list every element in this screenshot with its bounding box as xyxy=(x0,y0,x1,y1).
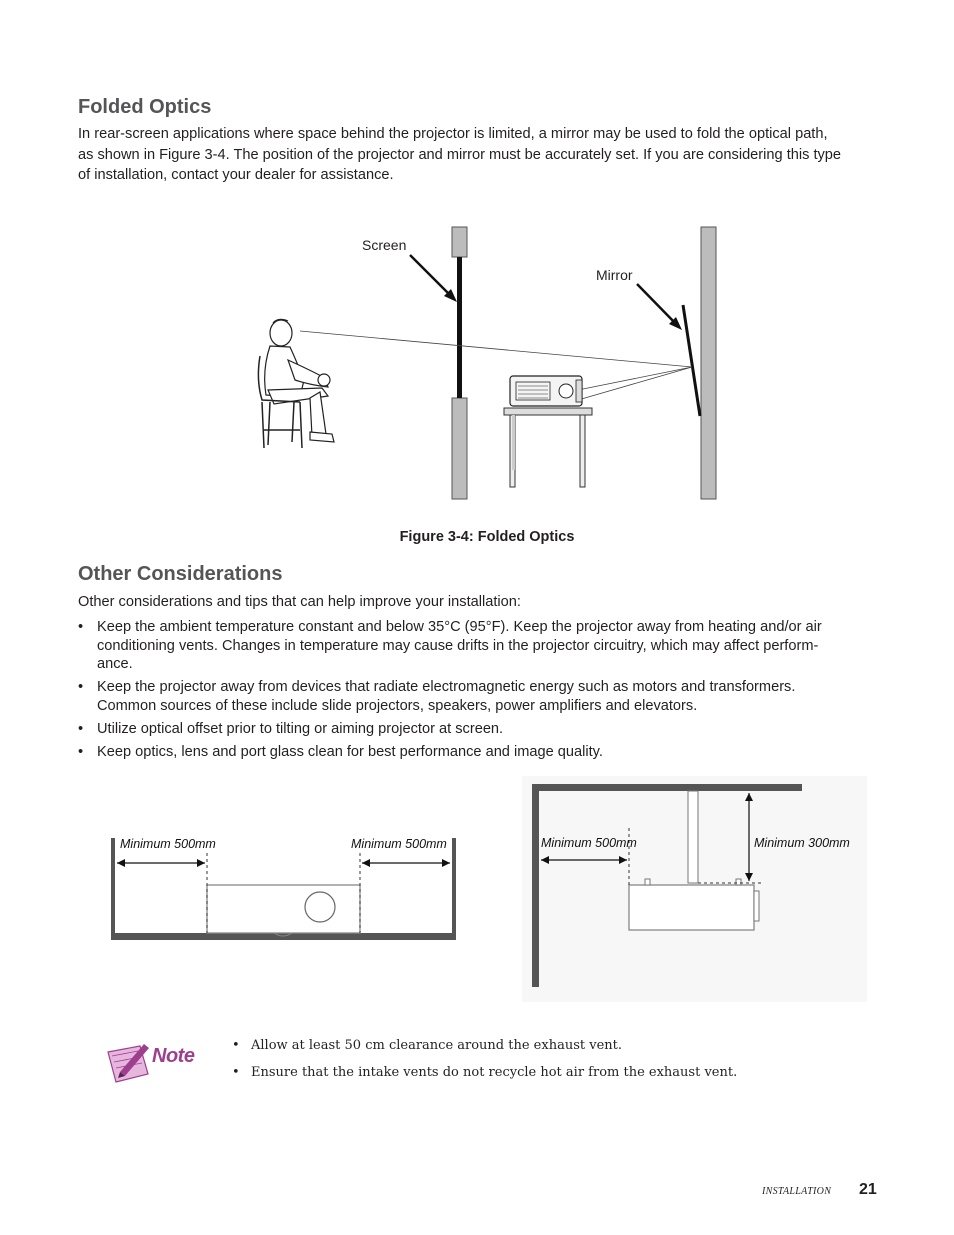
bullet-marker: • xyxy=(232,1038,240,1053)
folded-optics-figure xyxy=(240,220,730,510)
list-item xyxy=(78,743,878,762)
page-number: 21 xyxy=(859,1181,877,1198)
note-label: Note xyxy=(152,1045,195,1067)
list-item xyxy=(78,720,878,739)
folded-optics-paragraph xyxy=(78,124,908,186)
paragraph-line: In rear-screen applications where space behind the projector is limited, a mirror may be used to fold the optical path, xyxy=(78,126,828,142)
list-item-line: conditioning vents. Changes in temperature may cause drifts in the projector circuitry, which may affect perform- xyxy=(97,637,819,654)
paragraph-line: of installation, contact your dealer for assistance. xyxy=(78,167,394,183)
bullet-marker: • xyxy=(78,744,84,761)
list-item xyxy=(78,678,878,715)
ceiling-side-clearance-label: Minimum 500mm xyxy=(541,836,637,850)
bullet-marker: • xyxy=(78,720,84,737)
side-clearance-diagram xyxy=(108,835,460,945)
list-item-line: ance. xyxy=(97,656,133,673)
list-item-line: Keep optics, lens and port glass clean for best performance and image quality. xyxy=(97,744,603,761)
bullet-marker: • xyxy=(232,1065,240,1080)
bullet-marker: • xyxy=(78,619,84,635)
footer-section-name: INSTALLATION xyxy=(762,1186,832,1197)
ceiling-clearance-diagram xyxy=(522,776,867,1002)
note-list xyxy=(232,1036,737,1090)
bullet-marker: • xyxy=(78,679,84,696)
section-heading-folded-optics: Folded Optics xyxy=(78,96,212,118)
list-item-line: Keep the ambient temperature constant and below 35°C (95°F). Keep the projector away from heating and/or air xyxy=(97,619,822,635)
list-item xyxy=(78,618,878,674)
note-pencil-icon xyxy=(104,1038,154,1086)
list-item-line: Utilize optical offset prior to tilting or aiming projector at screen. xyxy=(97,720,504,737)
ceiling-top-clearance-label: Minimum 300mm xyxy=(754,836,850,850)
note-item-text: Allow at least 50 cm clearance around the exhaust vent. xyxy=(251,1038,622,1053)
left-clearance-label: Minimum 500mm xyxy=(120,837,216,851)
paragraph-line: as shown in Figure 3-4. The position of the projector and mirror must be accurately set. If you are considering this type xyxy=(78,146,842,163)
screen-label: Screen xyxy=(362,237,407,253)
mirror-label: Mirror xyxy=(596,267,633,283)
note-item-text: Ensure that the intake vents do not recycle hot air from the exhaust vent. xyxy=(251,1065,738,1080)
figure-caption: Figure 3-4: Folded Optics xyxy=(399,529,575,545)
section-heading-other-considerations: Other Considerations xyxy=(78,563,283,585)
list-item xyxy=(232,1063,737,1083)
list-item-line: Common sources of these include slide projectors, speakers, power amplifiers and elevators. xyxy=(97,697,698,714)
right-clearance-label: Minimum 500mm xyxy=(351,837,447,851)
considerations-intro: Other considerations and tips that can help improve your installation: xyxy=(78,594,521,610)
list-item-line: Keep the projector away from devices that radiate electromagnetic energy such as motors and transformers. xyxy=(97,679,796,696)
considerations-list xyxy=(78,618,878,766)
list-item xyxy=(232,1036,737,1056)
